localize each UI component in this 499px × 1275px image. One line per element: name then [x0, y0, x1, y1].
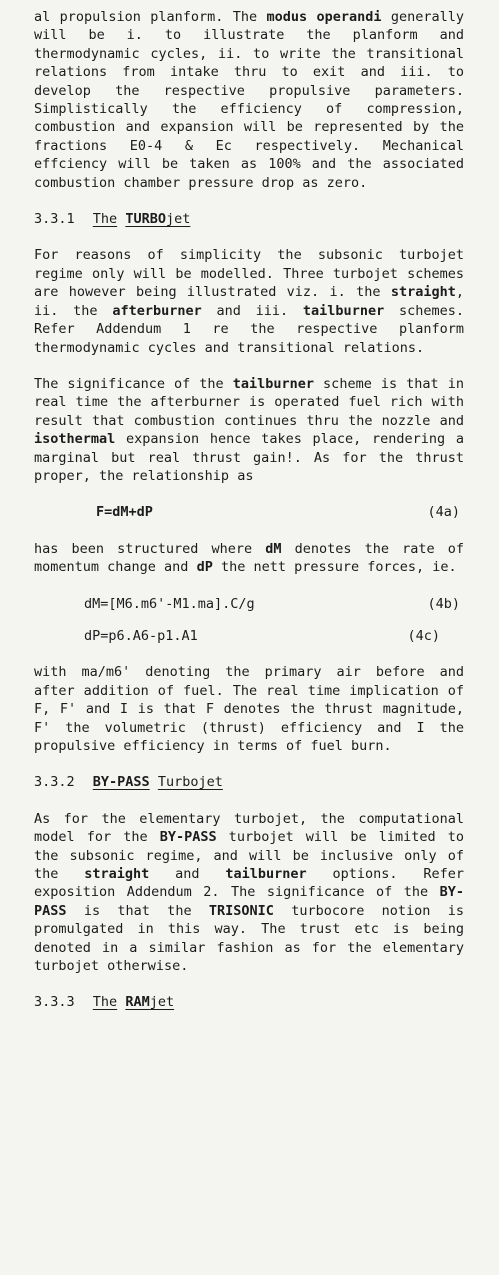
text-run: For reasons of simplicity the subsonic turbojet regime only will be modelled. Three turbojet schemes are however being illustrated viz. i. the [34, 247, 464, 301]
turbojet-paragraph-2 [34, 375, 464, 485]
equation-expression: dP=p6.A6-p1.A1 [84, 627, 198, 644]
bold-term: BY-PASS [34, 884, 464, 919]
bold-term: isothermal [34, 431, 116, 448]
bold-term: straight [390, 284, 456, 301]
section-heading-3-3-3 [34, 993, 464, 1011]
section-number: 3.3.2 [34, 774, 75, 791]
equation-4b [34, 595, 464, 613]
bold-term: TRISONIC [208, 902, 274, 919]
equation-expression: F=dM+dP [96, 504, 153, 521]
text-run: turbojet will be limited to the subsonic regime, and will be inclusive only of the [34, 829, 464, 883]
turbojet-paragraph-1 [34, 246, 464, 356]
heading-text: Turbojet [157, 774, 223, 791]
text-run: denotes the rate of momentum change and [34, 540, 464, 576]
bold-term: modus operandi [266, 9, 382, 25]
text-run: The significance of the [34, 375, 233, 392]
bold-term: tailburner [302, 302, 385, 319]
section-number: 3.3.1 [34, 211, 75, 228]
equation-number: (4c) [407, 627, 440, 644]
intro-paragraph [34, 8, 464, 192]
text-run: has been structured where [34, 540, 266, 557]
text-run: is that the [66, 902, 209, 919]
section-heading-3-3-1 [34, 210, 464, 228]
text-run: As for the elementary turbojet, the computational model for the [34, 810, 464, 846]
heading-text: jet [165, 211, 191, 228]
equation-number: (4a) [427, 504, 460, 521]
text-run: , ii. the [34, 284, 464, 319]
bold-term: tailburner [232, 375, 315, 392]
text-run: expansion hence takes place, rendering a marginal but real thrust gain!. As for the thrust proper, the relationship as [34, 431, 464, 484]
equation-4c [34, 627, 464, 645]
text-run: the nett pressure forces, ie. [212, 559, 457, 576]
equation-4a [34, 503, 464, 521]
equation-number: (4b) [427, 595, 460, 612]
text-run: generally will be i. to illustrate the planform and thermodynamic cycles, ii. to write the transitional relations from intake thru to exit and iii. to develop the respective propulsive parameters. Simplistically the efficiency of compression, combustion and expansion will be represented by the fractions E0-4 & Ec respectively. Mechanical effciency will be taken as 100% and the associated combustion chamber pressure drop as zero. [34, 9, 465, 191]
document-page [34, 8, 464, 1030]
text-run: options. Refer exposition Addendum 2. The significance of the [34, 866, 464, 901]
bold-term: straight [84, 866, 150, 883]
heading-bold-text: RAM [125, 994, 150, 1011]
section-number: 3.3.3 [34, 994, 75, 1011]
bold-term: dP [196, 559, 213, 576]
text-run: schemes. Refer Addendum 1 re the respective planform thermodynamic cycles and transitional relations. [34, 302, 464, 356]
bold-term: dM [265, 540, 282, 557]
text-run: and iii. [201, 302, 303, 319]
text-run: turbocore notion is promulgated in this way. The trust etc is being denoted in a similar fashion as for the elementary turbojet otherwise. [34, 902, 464, 975]
section-heading-3-3-2 [34, 773, 464, 791]
text-run: scheme is that in real time the afterburner is operated fuel rich with result that combustion continues thru the nozzle and [34, 375, 464, 429]
turbojet-paragraph-4: with ma/m6' denoting the primary air before and after addition of fuel. The real time implication of F, F' and I is that F denotes the thrust magnitude, F' the volumetric (thrust) efficiency and I the propulsive efficiency in terms of fuel burn. [34, 664, 464, 754]
bypass-paragraph-1 [34, 810, 464, 976]
bold-term: tailburner [225, 866, 307, 883]
text-run: and [149, 866, 226, 883]
text-run: al propulsion planform. The [34, 9, 267, 25]
heading-bold-text: TURBO [125, 211, 166, 228]
bold-term: afterburner [112, 302, 202, 319]
heading-text: The [92, 211, 118, 228]
heading-bold-text: BY-PASS [92, 774, 150, 791]
bold-term: BY-PASS [159, 829, 217, 846]
heading-text: The [92, 994, 118, 1011]
turbojet-paragraph-3 [34, 540, 464, 577]
heading-text: jet [149, 994, 175, 1011]
equation-expression: dM=[M6.m6'-M1.ma].C/g [84, 595, 255, 612]
equation-group [34, 595, 464, 646]
